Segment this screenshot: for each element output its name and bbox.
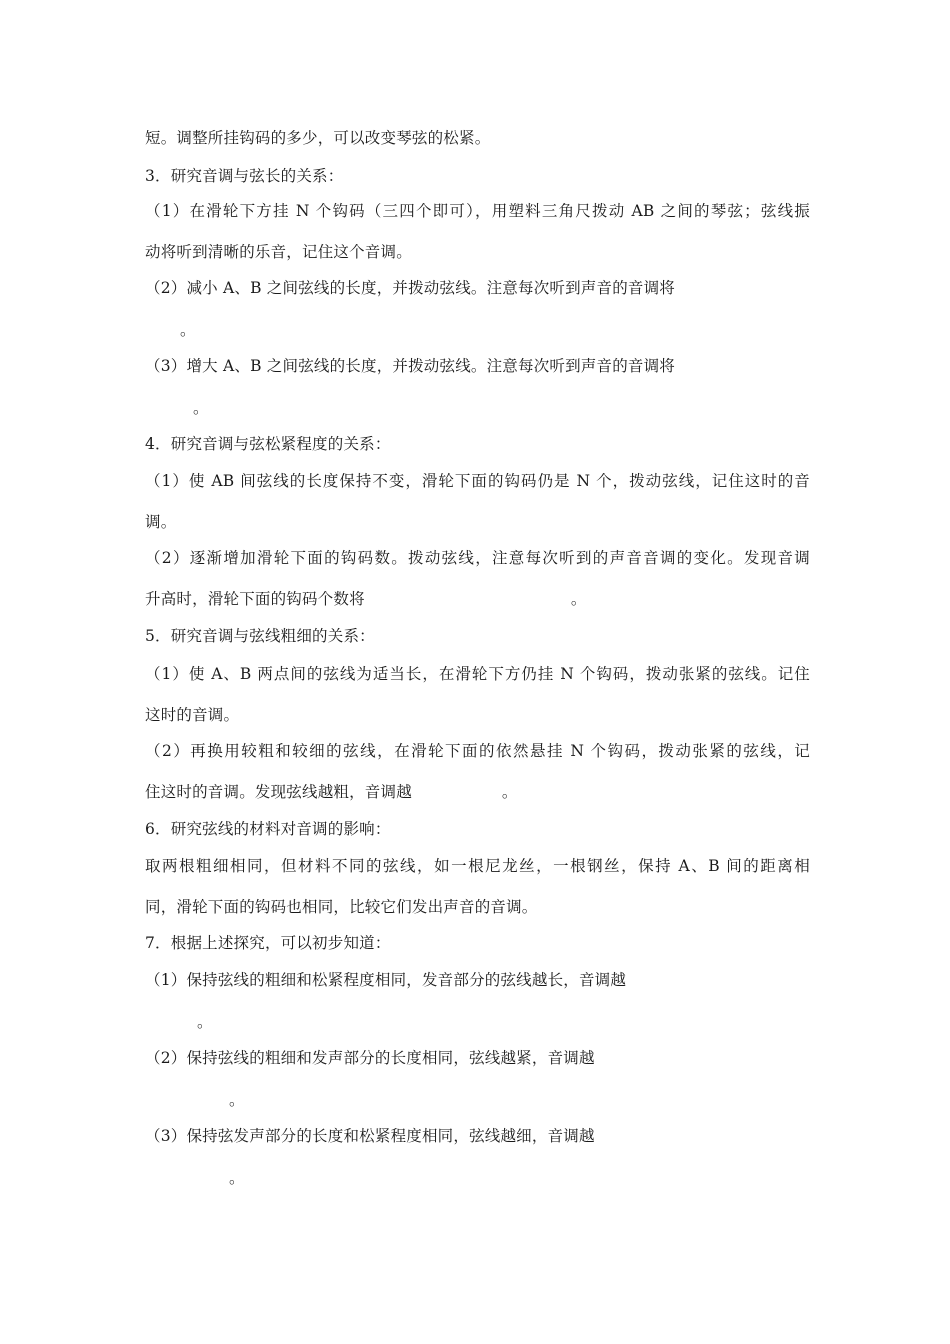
text-line: （2）再换用较粗和较细的弦线，在滑轮下面的依然悬挂 N 个钩码，拨动张紧的弦线，记 (145, 742, 810, 760)
text-line: 短。调整所挂钩码的多少，可以改变琴弦的松紧。 (145, 129, 491, 147)
answer-blank-period: 。 (229, 1169, 245, 1187)
answer-blank-period: 。 (501, 783, 518, 801)
section-heading-3: 3．研究音调与弦长的关系： (145, 167, 344, 185)
text-fragment: 升高时，滑轮下面的钩码个数将 (145, 590, 365, 608)
answer-blank-period: 。 (197, 1013, 213, 1031)
text-line: 同，滑轮下面的钩码也相同，比较它们发出声音的音调。 (145, 898, 538, 916)
section-heading-6: 6．研究弦线的材料对音调的影响： (145, 820, 391, 838)
answer-blank-period: 。 (570, 590, 587, 608)
text-line: （2）保持弦线的粗细和发声部分的长度相同，弦线越紧，音调越 (145, 1049, 595, 1067)
text-line: （1）保持弦线的粗细和松紧程度相同，发音部分的弦线越长，音调越 (145, 971, 627, 989)
text-fragment: 住这时的音调。发现弦线越粗，音调越 (145, 783, 412, 801)
text-line: 这时的音调。 (145, 706, 240, 724)
answer-blank-period: 。 (229, 1091, 245, 1109)
text-line: （2）逐渐增加滑轮下面的钩码数。拨动弦线，注意每次听到的声音音调的变化。发现音调 (145, 549, 810, 567)
section-heading-5: 5．研究音调与弦线粗细的关系： (145, 627, 375, 645)
text-line: （1）在滑轮下方挂 N 个钩码（三四个即可），用塑料三角尺拨动 AB 之间的琴弦；弦线振 (145, 202, 810, 220)
text-line: （2）减小 A、B 之间弦线的长度，并拨动弦线。注意每次听到声音的音调将 (145, 279, 676, 297)
text-line (145, 782, 810, 802)
text-line (145, 589, 810, 609)
text-line: （1）使 A、B 两点间的弦线为适当长，在滑轮下方仍挂 N 个钩码，拨动张紧的弦线。记住 (145, 665, 810, 683)
text-line: （3）增大 A、B 之间弦线的长度，并拨动弦线。注意每次听到声音的音调将 (145, 357, 676, 375)
text-line: 取两根粗细相同，但材料不同的弦线，如一根尼龙丝，一根钢丝，保持 A、B 间的距离相 (145, 857, 810, 875)
text-line: 动将听到清晰的乐音，记住这个音调。 (145, 243, 412, 261)
section-heading-4: 4．研究音调与弦松紧程度的关系： (145, 435, 391, 453)
answer-blank-period: 。 (193, 399, 209, 417)
text-line: （1）使 AB 间弦线的长度保持不变，滑轮下面的钩码仍是 N 个，拨动弦线，记住这时的音 (145, 472, 810, 490)
text-line: 调。 (145, 513, 177, 531)
answer-blank-period: 。 (180, 321, 196, 339)
text-line: （3）保持弦发声部分的长度和松紧程度相同，弦线越细，音调越 (145, 1127, 595, 1145)
section-heading-7: 7．根据上述探究，可以初步知道： (145, 934, 391, 952)
